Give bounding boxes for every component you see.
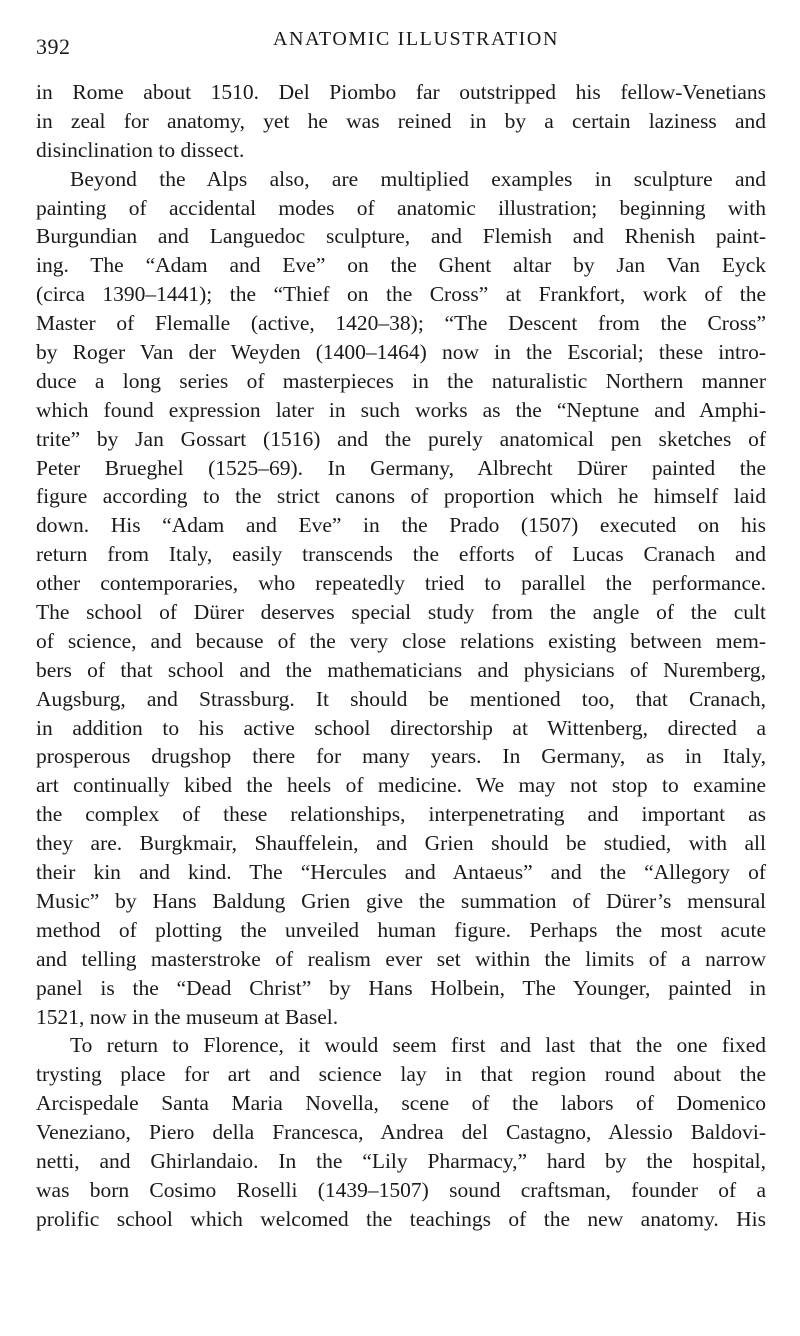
text-line: in zeal for anatomy, yet he was reined in by a certain laziness and — [36, 108, 766, 133]
text-line: their kin and kind. The “Hercules and Antaeus” and the “Allegory of — [36, 860, 766, 885]
text-line: method of plotting the unveiled human figure. Perhaps the most acute — [36, 917, 766, 942]
text-line: the complex of these relationships, interpenetrating and important as — [36, 802, 766, 827]
text-line: ing. The “Adam and Eve” on the Ghent altar by Jan Van Eyck — [36, 253, 766, 278]
text-line: Music” by Hans Baldung Grien give the summation of Dürer’s mensural — [36, 888, 766, 913]
text-line: Arcispedale Santa Maria Novella, scene of the labors of Domenico — [36, 1091, 766, 1116]
text-line: Beyond the Alps also, are multiplied examples in sculpture and — [70, 166, 766, 191]
text-line: they are. Burgkmair, Shauffelein, and Grien should be studied, with all — [36, 831, 766, 856]
text-line: Master of Flemalle (active, 1420–38); “The Descent from the Cross” — [36, 311, 766, 336]
text-line: down. His “Adam and Eve” in the Prado (1507) executed on his — [36, 513, 766, 538]
text-line: disinclination to dissect. — [36, 137, 245, 162]
text-line: Burgundian and Languedoc sculpture, and Flemish and Rhenish paint- — [36, 224, 766, 249]
text-line: in Rome about 1510. Del Piombo far outstripped his fellow-Venetians — [36, 80, 766, 104]
text-line: other contemporaries, who repeatedly tried to parallel the performance. — [36, 571, 766, 596]
text-line: by Roger Van der Weyden (1400–1464) now in the Escorial; these intro- — [36, 340, 766, 365]
text-line: (circa 1390–1441); the “Thief on the Cross” at Frankfort, work of the — [36, 282, 766, 307]
text-line: in addition to his active school directorship at Wittenberg, directed a — [36, 715, 766, 740]
text-line: prolific school which welcomed the teachings of the new anatomy. His — [36, 1206, 766, 1231]
text-line: panel is the “Dead Christ” by Hans Holbein, The Younger, painted in — [36, 975, 766, 1000]
text-line: prosperous drugshop there for many years. In Germany, as in Italy, — [36, 744, 766, 769]
body-text — [36, 78, 766, 1234]
text-line: bers of that school and the mathematicians and physicians of Nuremberg, — [36, 657, 766, 682]
text-line: duce a long series of masterpieces in the naturalistic Northern manner — [36, 368, 766, 393]
text-line: trysting place for art and science lay in that region round about the — [36, 1062, 766, 1087]
text-line: The school of Dürer deserves special study from the angle of the cult — [36, 600, 766, 625]
running-title: ANATOMIC ILLUSTRATION — [272, 28, 559, 50]
text-line: of science, and because of the very close relations existing between mem- — [36, 628, 766, 653]
text-line: To return to Florence, it would seem first and last that the one fixed — [70, 1033, 766, 1058]
text-line: return from Italy, easily transcends the efforts of Lucas Cranach and — [36, 542, 766, 567]
running-head — [36, 28, 766, 58]
text-line: Augsburg, and Strassburg. It should be mentioned too, that Cranach, — [36, 686, 766, 711]
text-line: netti, and Ghirlandaio. In the “Lily Pharmacy,” hard by the hospital, — [36, 1148, 766, 1173]
text-line: and telling masterstroke of realism ever set within the limits of a narrow — [36, 946, 766, 971]
text-line: painting of accidental modes of anatomic illustration; beginning with — [36, 195, 766, 220]
text-line: which found expression later in such works as the “Neptune and Amphi- — [36, 397, 766, 422]
text-line: trite” by Jan Gossart (1516) and the purely anatomical pen sketches of — [36, 426, 766, 451]
text-line: figure according to the strict canons of proportion which he himself laid — [36, 484, 766, 509]
text-line: was born Cosimo Roselli (1439–1507) sound craftsman, founder of a — [36, 1177, 766, 1202]
page-number: 392 — [36, 34, 71, 59]
text-line: art continually kibed the heels of medicine. We may not stop to examine — [36, 773, 766, 798]
text-line: Veneziano, Piero della Francesca, Andrea del Castagno, Alessio Baldovi- — [36, 1120, 766, 1145]
text-line: Peter Brueghel (1525–69). In Germany, Albrecht Dürer painted the — [36, 455, 766, 480]
text-line: 1521, now in the museum at Basel. — [36, 1004, 339, 1029]
